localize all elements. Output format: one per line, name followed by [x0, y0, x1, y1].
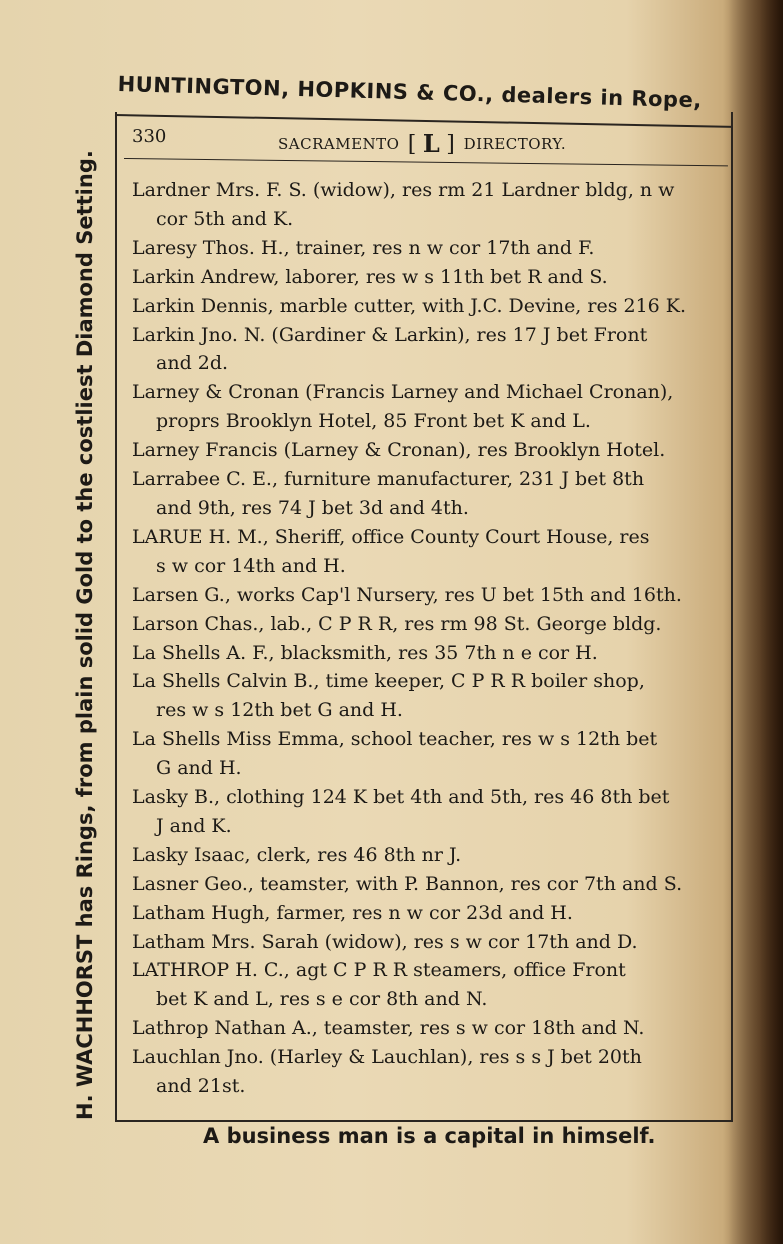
entry-continuation: and 21st.	[156, 1075, 246, 1098]
directory-entry	[132, 928, 718, 957]
bottom-advertisement: A business man is a capital in himself.	[203, 1124, 656, 1148]
entry-continuation: bet K and L, res s e cor 8th and N.	[156, 988, 488, 1011]
entry-line: Larkin Andrew, laborer, res w s 11th bet R and S.	[132, 265, 608, 288]
section-letter: L	[422, 129, 441, 158]
page-header	[132, 126, 712, 158]
directory-entry	[132, 581, 718, 610]
top-advertisement: HUNTINGTON, HOPKINS & CO., dealers in Rope,	[117, 72, 703, 113]
entry-line: Latham Mrs. Sarah (widow), res s w cor 17th and D.	[132, 930, 638, 953]
running-title	[278, 126, 567, 158]
directory-entry	[132, 899, 718, 928]
entry-continuation: proprs Brooklyn Hotel, 85 Front bet K and L.	[156, 410, 591, 433]
open-bracket: [	[407, 132, 417, 157]
directory-entry	[132, 639, 718, 668]
directory-entries	[132, 176, 718, 1101]
entry-line: Laresy Thos. H., trainer, res n w cor 17th and F.	[132, 236, 595, 259]
directory-entry	[132, 263, 718, 292]
directory-entry	[132, 1014, 718, 1043]
directory-entry	[132, 176, 718, 234]
entry-continuation: J and K.	[156, 814, 232, 837]
close-bracket: ]	[446, 132, 456, 157]
entry-line: Lasner Geo., teamster, with P. Bannon, res cor 7th and S.	[132, 872, 683, 895]
entry-line: Lasky B., clothing 124 K bet 4th and 5th, res 46 8th bet	[132, 786, 670, 809]
entry-line: Larson Chas., lab., C P R R, res rm 98 St. George bldg.	[132, 612, 662, 635]
entry-line: Larkin Jno. N. (Gardiner & Larkin), res 17 J bet Front	[132, 323, 648, 346]
directory-entry	[132, 292, 718, 321]
city-name: SACRAMENTO	[278, 135, 400, 153]
directory-entry	[132, 523, 718, 581]
entry-line: LATHROP H. C., agt C P R R steamers, office Front	[132, 959, 626, 982]
entry-line: Larrabee C. E., furniture manufacturer, 231 J bet 8th	[132, 468, 645, 491]
entry-continuation: cor 5th and K.	[156, 207, 294, 230]
entry-line: Lathrop Nathan A., teamster, res s w cor 18th and N.	[132, 1017, 645, 1040]
page-number: 330	[132, 126, 167, 147]
directory-entry	[132, 841, 718, 870]
directory-entry	[132, 870, 718, 899]
entry-line: Lasky Isaac, clerk, res 46 8th nr J.	[132, 843, 462, 866]
directory-entry	[132, 956, 718, 1014]
directory-entry	[132, 610, 718, 639]
entry-line: La Shells A. F., blacksmith, res 35 7th n e cor H.	[132, 641, 598, 664]
entry-line: Lardner Mrs. F. S. (widow), res rm 21 Lardner bldg, n w	[132, 179, 675, 201]
entry-line: Latham Hugh, farmer, res n w cor 23d and H.	[132, 901, 573, 924]
directory-entry	[132, 436, 718, 465]
directory-word: DIRECTORY.	[463, 135, 567, 153]
entry-line: Larkin Dennis, marble cutter, with J.C. Devine, res 216 K.	[132, 294, 687, 317]
side-advertisement: H. WACHHORST has Rings, from plain solid Gold to the costliest Diamond Setting.	[73, 150, 97, 1120]
entry-line: Larney & Cronan (Francis Larney and Michael Cronan),	[132, 381, 674, 404]
entry-continuation: and 9th, res 74 J bet 3d and 4th.	[156, 496, 469, 519]
entry-continuation: res w s 12th bet G and H.	[156, 699, 403, 722]
directory-entry	[132, 725, 718, 783]
entry-continuation: and 2d.	[156, 352, 229, 375]
directory-entry	[132, 321, 718, 379]
entry-continuation: G and H.	[156, 757, 242, 780]
entry-line: LARUE H. M., Sheriff, office County Court House, res	[132, 525, 650, 548]
directory-entry	[132, 465, 718, 523]
directory-entry	[132, 783, 718, 841]
directory-entry	[132, 234, 718, 263]
directory-entry	[132, 667, 718, 725]
entry-line: Lauchlan Jno. (Harley & Lauchlan), res s s J bet 20th	[132, 1046, 642, 1069]
entry-line: Larsen G., works Cap'l Nursery, res U bet 15th and 16th.	[132, 583, 682, 606]
directory-entry	[132, 378, 718, 436]
entry-line: La Shells Miss Emma, school teacher, res w s 12th bet	[132, 728, 658, 751]
entry-line: Larney Francis (Larney & Cronan), res Brooklyn Hotel.	[132, 439, 666, 462]
entry-continuation: s w cor 14th and H.	[156, 554, 346, 577]
directory-entry	[132, 1043, 718, 1101]
entry-line: La Shells Calvin B., time keeper, C P R R boiler shop,	[132, 670, 645, 693]
